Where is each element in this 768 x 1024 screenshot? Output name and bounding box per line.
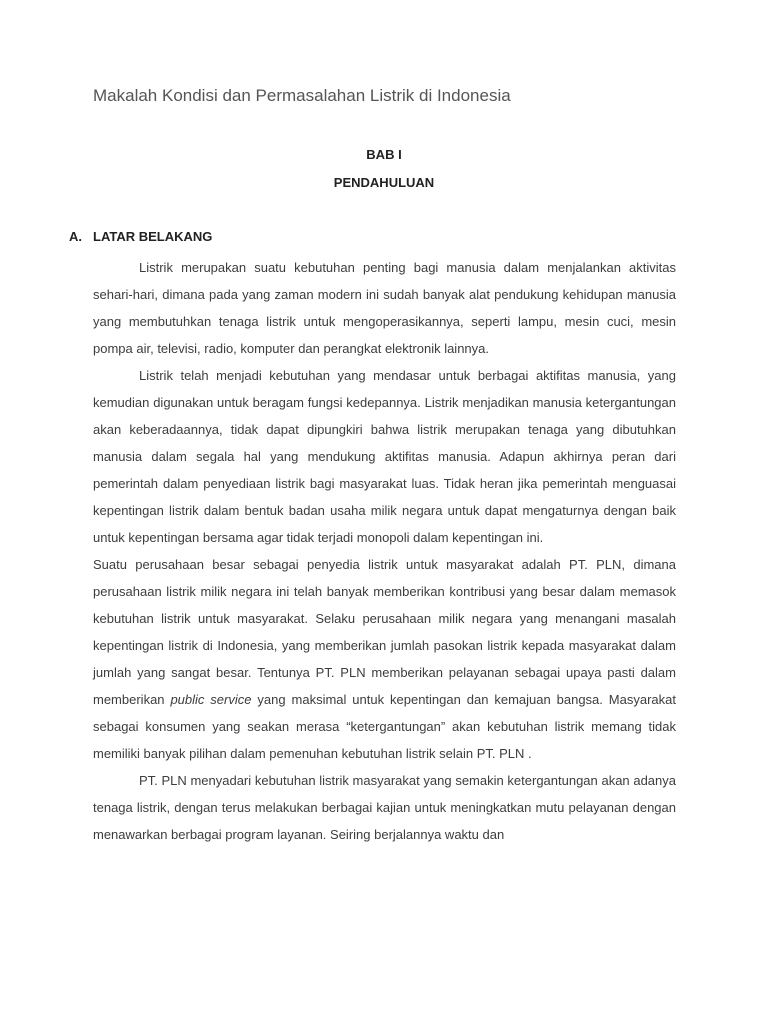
paragraph-2: Listrik telah menjadi kebutuhan yang mendasar untuk berbagai aktifitas manusia, yang kemudian digunakan untuk beragam fungsi kedepannya. Listrik menjadikan manusia ketergantungan akan keberadaannya, tidak dapat dipungkiri bahwa listrik merupakan tenaga yang dibutuhkan manusia dalam segala hal yang mendukung aktifitas manusia. Adapun akhirnya peran dari pemerintah dalam penyediaan listrik bagi masyarakat luas. Tidak heran jika pemerintah menguasai kepentingan listrik dalam bentuk badan usaha milik negara untuk dapat mengaturnya dengan baik untuk kepentingan bersama agar tidak terjadi monopoli dalam kepentingan ini. bbox=[93, 368, 676, 545]
section-letter: A. bbox=[69, 229, 82, 244]
section-title: LATAR BELAKANG bbox=[93, 229, 213, 244]
paragraph-3 bbox=[93, 551, 676, 767]
paragraph-3-text-after: yang maksimal untuk kepentingan dan kemajuan bangsa. Masyarakat sebagai konsumen yang seakan merasa “ketergantungan” akan kebutuhan listrik memang tidak memiliki banyak pilihan dalam pemenuhan kebutuhan listrik selain PT. PLN . bbox=[93, 692, 676, 761]
chapter-heading: BAB I bbox=[366, 147, 402, 162]
body-text bbox=[93, 254, 676, 848]
paragraph-3-text-before: Suatu perusahaan besar sebagai penyedia listrik untuk masyarakat adalah PT. PLN, dimana perusahaan listrik milik negara ini telah banyak memberikan kontribusi yang besar dalam memasok kebutuhan listrik untuk masyarakat. Selaku perusahaan milik negara yang menangani masalah kepentingan listrik di Indonesia, yang memberikan jumlah pasokan listrik kepada masyarakat dalam jumlah yang sangat besar. Tentunya PT. PLN memberikan pelayanan sebagai upaya pasti dalam memberikan bbox=[93, 557, 676, 707]
emphasis-public-service: public service bbox=[170, 692, 252, 707]
paragraph-1: Listrik merupakan suatu kebutuhan penting bagi manusia dalam menjalankan aktivitas sehari-hari, dimana pada yang zaman modern ini sudah banyak alat pendukung kehidupan manusia yang membutuhkan tenaga listrik untuk mengoperasikannya, seperti lampu, mesin cuci, mesin pompa air, televisi, radio, komputer dan perangkat elektronik lainnya. bbox=[93, 260, 676, 356]
paragraph-4: PT. PLN menyadari kebutuhan listrik masyarakat yang semakin ketergantungan akan adanya tenaga listrik, dengan terus melakukan berbagai kajian untuk meningkatkan mutu pelayanan dengan menawarkan berbagai program layanan. Seiring berjalannya waktu dan bbox=[93, 773, 676, 842]
section-heading bbox=[69, 229, 212, 244]
document-title: Makalah Kondisi dan Permasalahan Listrik di Indonesia bbox=[93, 86, 511, 105]
chapter-title: PENDAHULUAN bbox=[333, 175, 435, 190]
